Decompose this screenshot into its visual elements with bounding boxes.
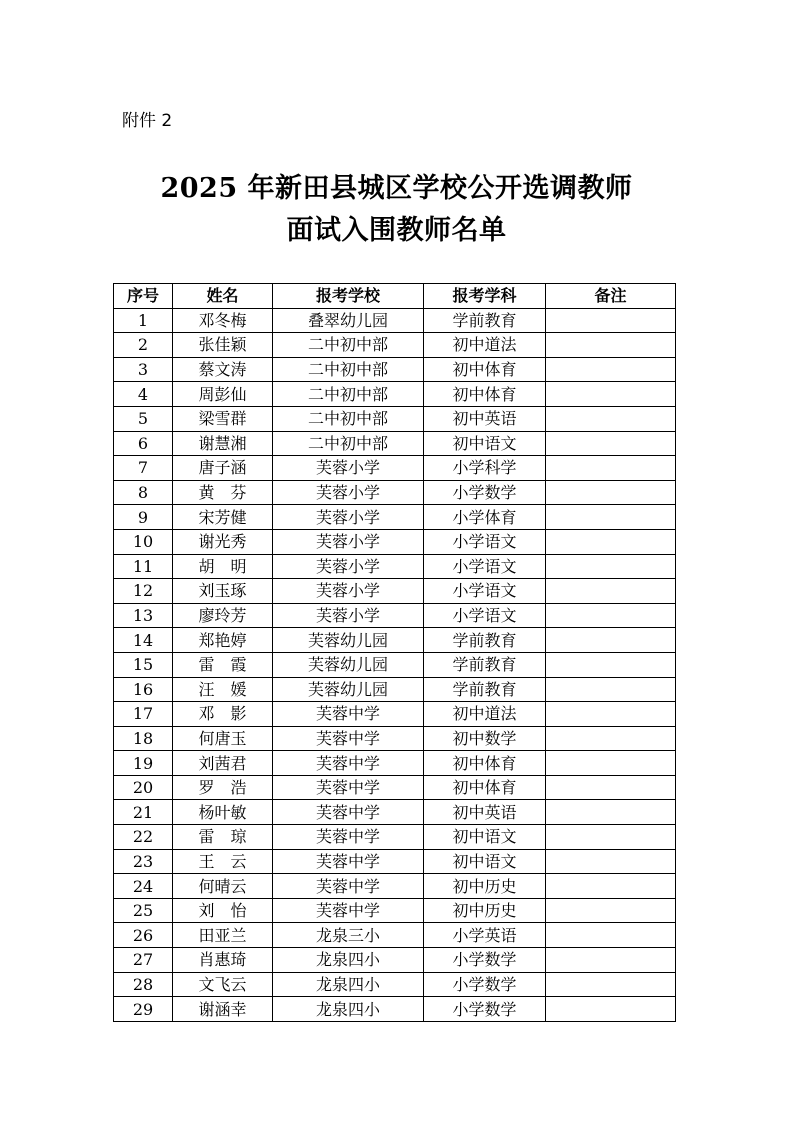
cell-index: 8 xyxy=(114,480,173,505)
cell-subject: 初中历史 xyxy=(424,898,546,923)
cell-index: 7 xyxy=(114,456,173,481)
cell-subject: 初中体育 xyxy=(424,357,546,382)
table-row xyxy=(114,898,676,923)
annex-label: 附件 2 xyxy=(122,111,173,131)
cell-school: 二中初中部 xyxy=(273,431,424,456)
cell-subject: 初中数学 xyxy=(424,726,546,751)
cell-index: 22 xyxy=(114,825,173,850)
cell-remark xyxy=(546,308,676,333)
cell-subject: 小学数学 xyxy=(424,480,546,505)
cell-name: 廖玲芳 xyxy=(173,603,273,628)
cell-name: 雷 琼 xyxy=(173,825,273,850)
cell-subject: 初中体育 xyxy=(424,775,546,800)
table-row xyxy=(114,505,676,530)
cell-school: 芙蓉幼儿园 xyxy=(273,652,424,677)
table-row xyxy=(114,652,676,677)
cell-index: 15 xyxy=(114,652,173,677)
cell-remark xyxy=(546,923,676,948)
table-row xyxy=(114,333,676,358)
header-school: 报考学校 xyxy=(273,284,424,309)
table-row xyxy=(114,972,676,997)
cell-school: 芙蓉中学 xyxy=(273,800,424,825)
cell-subject: 初中体育 xyxy=(424,382,546,407)
cell-name: 黄 芬 xyxy=(173,480,273,505)
cell-name: 郑艳婷 xyxy=(173,628,273,653)
cell-remark xyxy=(546,849,676,874)
cell-name: 周彭仙 xyxy=(173,382,273,407)
cell-name: 罗 浩 xyxy=(173,775,273,800)
cell-name: 杨叶敏 xyxy=(173,800,273,825)
cell-school: 芙蓉中学 xyxy=(273,702,424,727)
table-row xyxy=(114,406,676,431)
cell-index: 13 xyxy=(114,603,173,628)
cell-school: 龙泉四小 xyxy=(273,997,424,1022)
table-row xyxy=(114,382,676,407)
header-remark: 备注 xyxy=(546,284,676,309)
cell-remark xyxy=(546,775,676,800)
page-title-line1: 2025 年新田县城区学校公开选调教师 xyxy=(160,173,633,204)
cell-school: 龙泉四小 xyxy=(273,972,424,997)
cell-school: 芙蓉幼儿园 xyxy=(273,677,424,702)
table-row xyxy=(114,480,676,505)
cell-school: 龙泉三小 xyxy=(273,923,424,948)
table-row xyxy=(114,923,676,948)
cell-school: 芙蓉小学 xyxy=(273,505,424,530)
cell-school: 芙蓉中学 xyxy=(273,825,424,850)
cell-remark xyxy=(546,677,676,702)
table-row xyxy=(114,529,676,554)
candidate-table xyxy=(113,283,676,1022)
cell-name: 谢慧湘 xyxy=(173,431,273,456)
cell-remark xyxy=(546,529,676,554)
cell-school: 芙蓉中学 xyxy=(273,726,424,751)
cell-index: 21 xyxy=(114,800,173,825)
cell-school: 芙蓉中学 xyxy=(273,874,424,899)
cell-name: 谢光秀 xyxy=(173,529,273,554)
cell-subject: 小学语文 xyxy=(424,579,546,604)
table-row xyxy=(114,456,676,481)
cell-remark xyxy=(546,948,676,973)
cell-remark xyxy=(546,825,676,850)
cell-remark xyxy=(546,579,676,604)
cell-remark xyxy=(546,898,676,923)
cell-remark xyxy=(546,382,676,407)
cell-name: 肖惠琦 xyxy=(173,948,273,973)
cell-index: 5 xyxy=(114,406,173,431)
cell-school: 芙蓉小学 xyxy=(273,554,424,579)
table-row xyxy=(114,628,676,653)
cell-name: 刘玉琢 xyxy=(173,579,273,604)
cell-index: 19 xyxy=(114,751,173,776)
cell-index: 27 xyxy=(114,948,173,973)
table-row xyxy=(114,554,676,579)
cell-subject: 小学语文 xyxy=(424,603,546,628)
cell-index: 3 xyxy=(114,357,173,382)
cell-remark xyxy=(546,431,676,456)
cell-school: 芙蓉中学 xyxy=(273,751,424,776)
cell-school: 二中初中部 xyxy=(273,333,424,358)
cell-name: 汪 媛 xyxy=(173,677,273,702)
table-row xyxy=(114,579,676,604)
cell-name: 雷 霞 xyxy=(173,652,273,677)
cell-subject: 小学数学 xyxy=(424,972,546,997)
cell-subject: 小学语文 xyxy=(424,554,546,579)
cell-school: 芙蓉幼儿园 xyxy=(273,628,424,653)
cell-index: 9 xyxy=(114,505,173,530)
cell-remark xyxy=(546,997,676,1022)
cell-school: 芙蓉小学 xyxy=(273,529,424,554)
cell-subject: 小学数学 xyxy=(424,948,546,973)
cell-name: 宋芳健 xyxy=(173,505,273,530)
cell-index: 28 xyxy=(114,972,173,997)
cell-name: 何晴云 xyxy=(173,874,273,899)
cell-subject: 小学科学 xyxy=(424,456,546,481)
table-row xyxy=(114,357,676,382)
header-subject: 报考学科 xyxy=(424,284,546,309)
cell-name: 何唐玉 xyxy=(173,726,273,751)
cell-subject: 初中道法 xyxy=(424,702,546,727)
cell-name: 王 云 xyxy=(173,849,273,874)
table-row xyxy=(114,775,676,800)
cell-name: 胡 明 xyxy=(173,554,273,579)
cell-index: 10 xyxy=(114,529,173,554)
cell-name: 蔡文涛 xyxy=(173,357,273,382)
cell-subject: 初中历史 xyxy=(424,874,546,899)
cell-school: 二中初中部 xyxy=(273,357,424,382)
cell-subject: 初中道法 xyxy=(424,333,546,358)
cell-index: 6 xyxy=(114,431,173,456)
cell-index: 29 xyxy=(114,997,173,1022)
table-row xyxy=(114,751,676,776)
cell-school: 龙泉四小 xyxy=(273,948,424,973)
cell-remark xyxy=(546,554,676,579)
table-row xyxy=(114,603,676,628)
table-row xyxy=(114,677,676,702)
table-row xyxy=(114,948,676,973)
cell-index: 1 xyxy=(114,308,173,333)
cell-school: 叠翠幼儿园 xyxy=(273,308,424,333)
table-row xyxy=(114,431,676,456)
cell-name: 文飞云 xyxy=(173,972,273,997)
cell-remark xyxy=(546,406,676,431)
cell-name: 邓 影 xyxy=(173,702,273,727)
table-row xyxy=(114,702,676,727)
table-row xyxy=(114,849,676,874)
cell-school: 二中初中部 xyxy=(273,406,424,431)
cell-remark xyxy=(546,972,676,997)
cell-remark xyxy=(546,456,676,481)
cell-index: 24 xyxy=(114,874,173,899)
cell-subject: 初中英语 xyxy=(424,406,546,431)
table-row xyxy=(114,874,676,899)
cell-index: 25 xyxy=(114,898,173,923)
cell-remark xyxy=(546,480,676,505)
cell-index: 26 xyxy=(114,923,173,948)
cell-school: 芙蓉小学 xyxy=(273,579,424,604)
cell-remark xyxy=(546,357,676,382)
cell-index: 4 xyxy=(114,382,173,407)
cell-remark xyxy=(546,726,676,751)
cell-subject: 初中语文 xyxy=(424,825,546,850)
cell-index: 20 xyxy=(114,775,173,800)
cell-name: 田亚兰 xyxy=(173,923,273,948)
cell-remark xyxy=(546,603,676,628)
cell-name: 邓冬梅 xyxy=(173,308,273,333)
cell-index: 16 xyxy=(114,677,173,702)
cell-subject: 小学语文 xyxy=(424,529,546,554)
cell-name: 刘 怡 xyxy=(173,898,273,923)
cell-index: 23 xyxy=(114,849,173,874)
cell-index: 18 xyxy=(114,726,173,751)
cell-remark xyxy=(546,628,676,653)
cell-index: 17 xyxy=(114,702,173,727)
table-row xyxy=(114,825,676,850)
cell-index: 11 xyxy=(114,554,173,579)
cell-remark xyxy=(546,874,676,899)
cell-subject: 初中体育 xyxy=(424,751,546,776)
cell-school: 芙蓉小学 xyxy=(273,480,424,505)
cell-subject: 初中语文 xyxy=(424,849,546,874)
cell-index: 12 xyxy=(114,579,173,604)
cell-remark xyxy=(546,751,676,776)
cell-remark xyxy=(546,505,676,530)
cell-school: 芙蓉小学 xyxy=(273,456,424,481)
header-index: 序号 xyxy=(114,284,173,309)
cell-school: 芙蓉小学 xyxy=(273,603,424,628)
cell-remark xyxy=(546,333,676,358)
table-row xyxy=(114,726,676,751)
cell-subject: 小学英语 xyxy=(424,923,546,948)
cell-name: 唐子涵 xyxy=(173,456,273,481)
page-title-line2: 面试入围教师名单 xyxy=(286,215,507,246)
cell-name: 张佳颖 xyxy=(173,333,273,358)
cell-subject: 学前教育 xyxy=(424,652,546,677)
cell-school: 芙蓉中学 xyxy=(273,775,424,800)
cell-remark xyxy=(546,800,676,825)
cell-subject: 学前教育 xyxy=(424,677,546,702)
cell-subject: 小学数学 xyxy=(424,997,546,1022)
table-row xyxy=(114,308,676,333)
table-header-row xyxy=(114,284,676,309)
cell-subject: 学前教育 xyxy=(424,628,546,653)
cell-index: 2 xyxy=(114,333,173,358)
table-row xyxy=(114,800,676,825)
table-row xyxy=(114,997,676,1022)
cell-subject: 初中语文 xyxy=(424,431,546,456)
cell-subject: 学前教育 xyxy=(424,308,546,333)
cell-name: 梁雪群 xyxy=(173,406,273,431)
cell-school: 二中初中部 xyxy=(273,382,424,407)
cell-subject: 小学体育 xyxy=(424,505,546,530)
cell-index: 14 xyxy=(114,628,173,653)
table-body xyxy=(114,308,676,1021)
cell-name: 刘茜君 xyxy=(173,751,273,776)
cell-subject: 初中英语 xyxy=(424,800,546,825)
cell-remark xyxy=(546,702,676,727)
cell-remark xyxy=(546,652,676,677)
header-name: 姓名 xyxy=(173,284,273,309)
cell-name: 谢涵幸 xyxy=(173,997,273,1022)
cell-school: 芙蓉中学 xyxy=(273,849,424,874)
cell-school: 芙蓉中学 xyxy=(273,898,424,923)
